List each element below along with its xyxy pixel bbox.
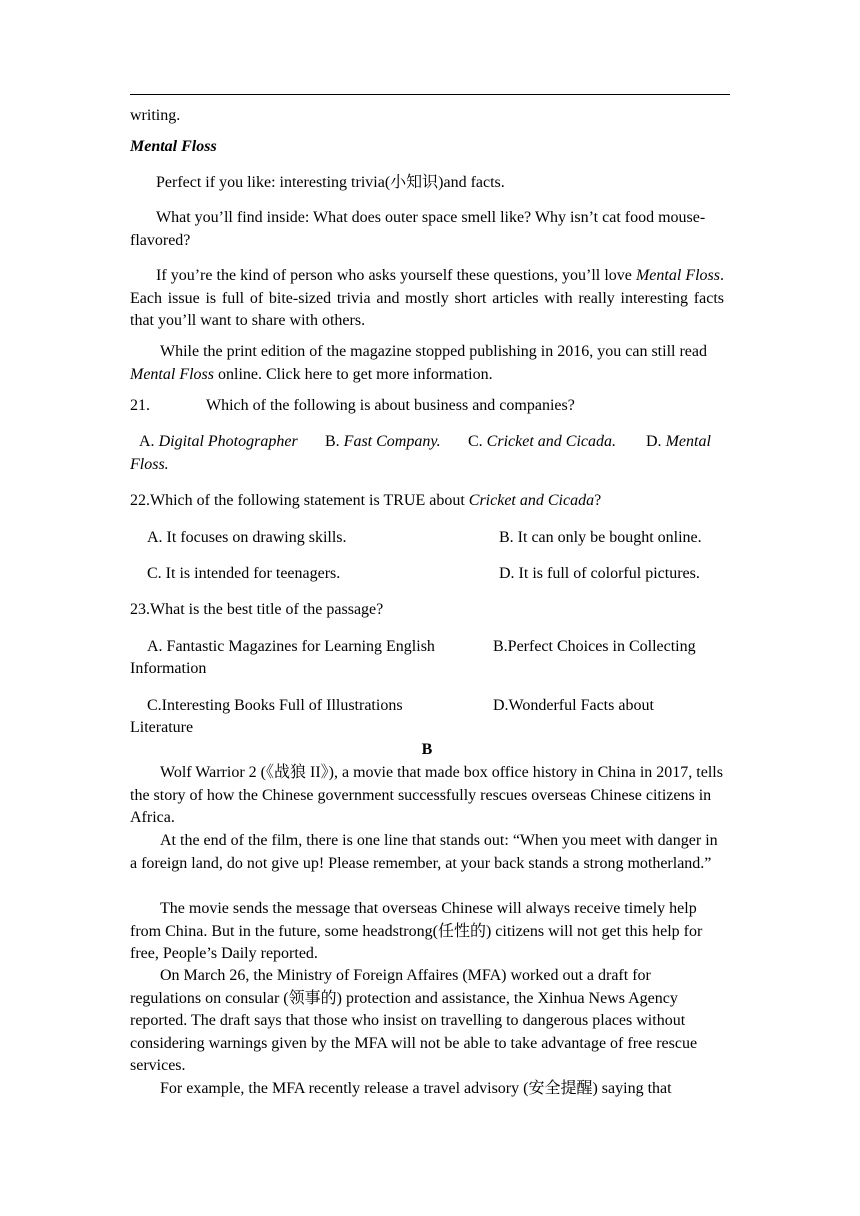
header-rule [130, 94, 730, 95]
q21-option-c [468, 431, 616, 454]
q23-option-a: A. Fantastic Magazines for Learning English [147, 638, 435, 655]
q21-option-d [646, 431, 711, 454]
option-text: Fast Company. [343, 433, 441, 450]
q21-option-b [325, 431, 441, 454]
section-title: Mental Floss [130, 138, 217, 155]
b-paragraph-1: Wolf Warrior 2 (《战狼 II》), a movie that made box office history in China in 2017, tells the story of how the Chinese government successfully rescues overseas Chinese citizens in Africa. [130, 764, 723, 826]
option-text: Floss. [130, 456, 169, 473]
paragraph-2-text-2: online. Click here to get more information. [214, 365, 493, 383]
q23-option-d: D.Wonderful Facts about [493, 697, 654, 714]
perfect-if-line: Perfect if you like: interesting trivia(小知识)and facts. [156, 174, 505, 191]
q21-option-a [139, 431, 298, 454]
q22-option-d: D. It is full of colorful pictures. [499, 565, 700, 582]
q23-option-b-cont: Information [130, 660, 207, 677]
option-text: Digital Photographer [158, 433, 298, 450]
q23-question: 23.What is the best title of the passage? [130, 601, 384, 618]
magazine-title: Mental Floss [635, 267, 720, 284]
option-letter: A. [139, 433, 159, 450]
b-paragraph-3: The movie sends the message that overseas Chinese will always receive timely help from China. But in the future, some headstrong(任性的) citizens will not get this help for free, People’s Daily reported. [130, 900, 703, 962]
paragraph-1-text: If you’re the kind of person who asks yourself these questions, you’ll love [156, 267, 636, 284]
paragraph-1 [130, 265, 724, 333]
option-letter: C. [468, 433, 487, 450]
question-text: 22.Which of the following statement is TRUE about [130, 492, 469, 509]
q22-question [130, 490, 601, 513]
continued-text: writing. [130, 107, 181, 124]
q22-option-c: C. It is intended for teenagers. [147, 565, 341, 582]
magazine-title: Mental Floss [130, 365, 214, 383]
option-text: Mental [665, 433, 711, 450]
q21-question: Which of the following is about business and companies? [206, 397, 575, 414]
section-b-heading: B [421, 741, 433, 758]
b-paragraph-5: For example, the MFA recently release a travel advisory (安全提醒) saying that [160, 1080, 672, 1097]
option-letter: D. [646, 433, 666, 450]
q23-option-b: B.Perfect Choices in Collecting [493, 638, 696, 655]
q21-number: 21. [130, 397, 150, 414]
paragraph-1-text-2: . Each issue is full of bite-sized trivia and mostly short articles with really interesting facts that you’ll want to share with others. [130, 267, 724, 329]
find-inside-line: What you’ll find inside: What does outer space smell like? Why isn’t cat food mouse-flavored? [130, 209, 706, 249]
option-text: Cricket and Cicada. [486, 433, 616, 450]
q23-option-c: C.Interesting Books Full of Illustrations [147, 697, 403, 714]
paragraph-2-text: While the print edition of the magazine stopped publishing in 2016, you can still read [160, 343, 707, 360]
q23-option-d-cont: Literature [130, 719, 194, 736]
q22-option-a: A. It focuses on drawing skills. [147, 529, 347, 546]
magazine-title: Cricket and Cicada [468, 492, 595, 509]
option-letter: B. [325, 433, 344, 450]
q21-option-d-cont [130, 454, 169, 477]
b-paragraph-4: On March 26, the Ministry of Foreign Affaires (MFA) worked out a draft for regulations on consular (领事的) protection and assistance, the Xinhua News Agency reported. The draft says that those who insist on travelling to dangerous places without considering warnings given by the MFA will not be able to take advantage of free rescue services. [130, 967, 698, 1074]
question-mark: ? [594, 492, 602, 509]
q22-option-b: B. It can only be bought online. [499, 529, 702, 546]
paragraph-2 [130, 341, 724, 386]
b-paragraph-2: At the end of the film, there is one line that stands out: “When you meet with danger in a foreign land, do not give up! Please remember, at your back stands a strong motherland.” [130, 832, 718, 872]
